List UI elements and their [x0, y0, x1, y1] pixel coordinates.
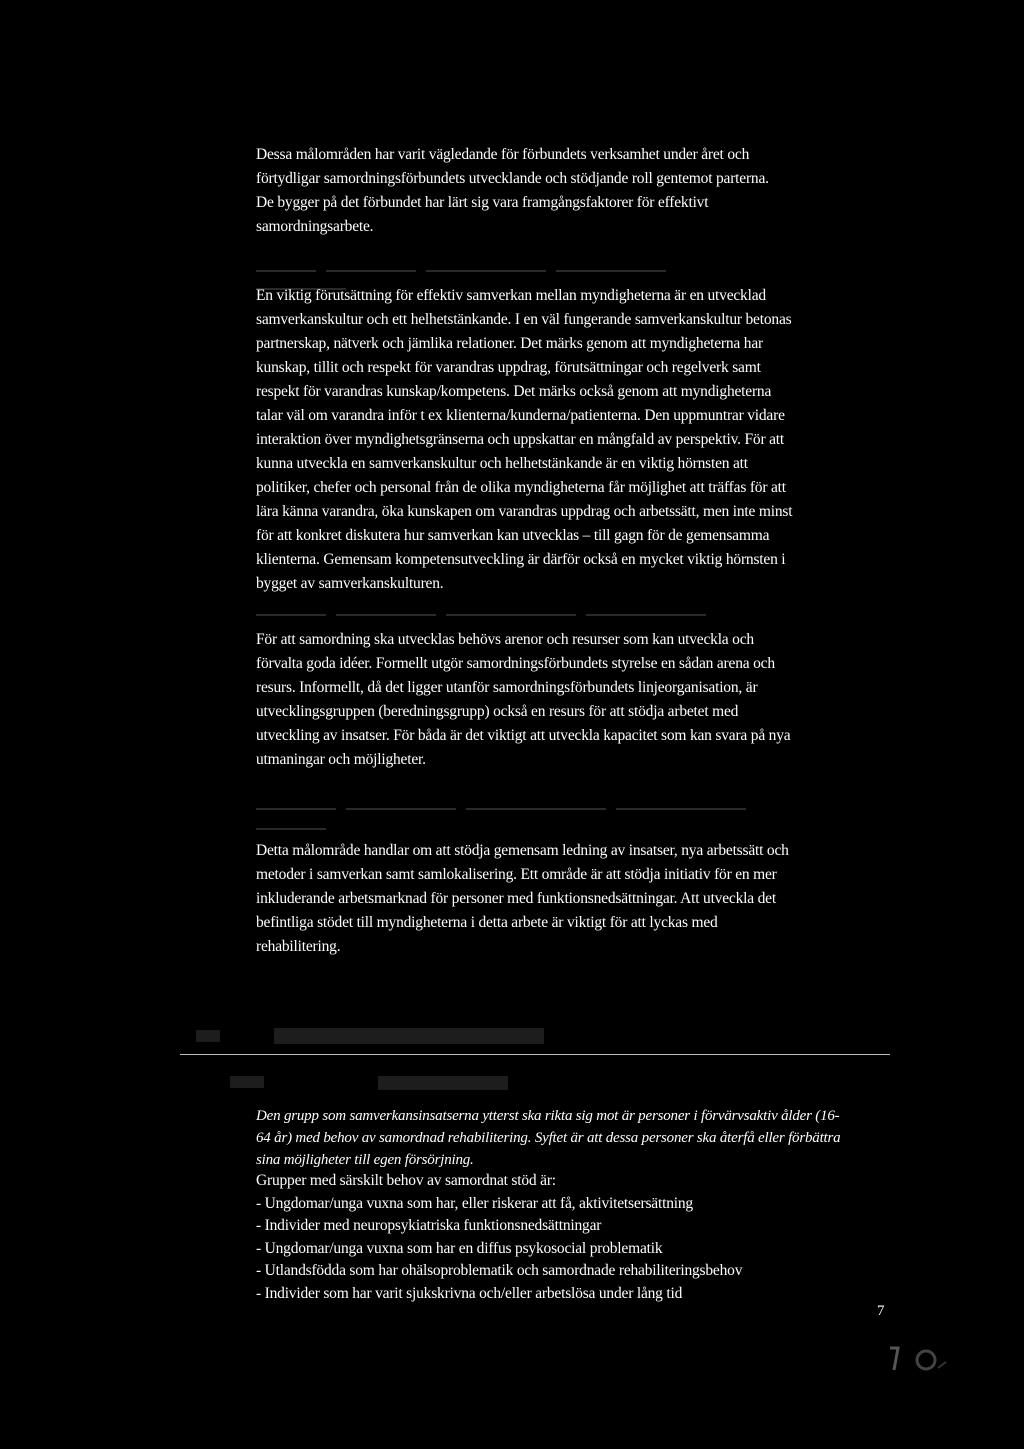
text-line: metoder i samverkan samt samlokalisering. Ett område är att stödja initiativ för en mer — [256, 866, 777, 883]
list-item: - Individer med neuropsykiatriska funktionsnedsättningar — [256, 1217, 602, 1234]
leadership-paragraph — [256, 839, 906, 959]
section-heading — [180, 1018, 890, 1055]
culture-paragraph — [256, 284, 906, 596]
text-line: resurs. Informellt, då det ligger utanför samordningsförbundets linjeorganisation, är — [256, 679, 758, 696]
text-line: förtydligar samordningsförbundets utvecklande och stödjande roll gentemot parterna. — [256, 170, 769, 187]
arenas-paragraph — [256, 628, 906, 772]
text-line: För att samordning ska utvecklas behövs arenor och resurser som kan utveckla och — [256, 631, 754, 648]
text-line: inkluderande arbetsmarknad för personer med funktionsnedsättningar. Att utveckla det — [256, 890, 776, 907]
text-line: för att konkret diskutera hur samverkan kan utvecklas – till gagn för de gemensamma — [256, 527, 770, 544]
text-line: En viktig förutsättning för effektiv samverkan mellan myndigheterna är en utvecklad — [256, 287, 766, 304]
faint-heading-culture — [256, 262, 756, 276]
text-line: lära känna varandra, öka kunskapen om varandras uppdrag och arbetssätt, men inte minst — [256, 503, 793, 520]
text-line: talar väl om varandra inför t ex klienterna/kunderna/patienterna. Den uppmuntrar vidare — [256, 407, 785, 424]
text-line: sina möjligheter till egen försörjning. — [256, 1152, 474, 1168]
text-line: kunna utveckla en samverkanskultur och helhetstänkande är en viktig hörnsten att — [256, 455, 748, 472]
list-item: - Individer som har varit sjukskrivna och/eller arbetslösa under lång tid — [256, 1284, 683, 1302]
text-line: klienterna. Gemensam kompetensutveckling är därför också en mycket viktig hörnsten i — [256, 551, 786, 568]
text-line: Den grupp som samverkansinsatserna ytterst ska rikta sig mot är personer i förvärvsaktiv ålder (16- — [256, 1108, 840, 1124]
intro-paragraph — [256, 143, 906, 239]
sub-heading-illegible — [230, 1068, 630, 1098]
faint-heading-arenas — [256, 606, 756, 620]
text-line: utvecklingsgruppen (beredningsgrupp) också en resurs för att stödja arbetet med — [256, 703, 739, 720]
target-group-paragraph — [256, 1105, 906, 1171]
section-heading-illegible — [180, 1018, 890, 1054]
text-line: kunskap, tillit och respekt för varandras uppdrag, förutsättningar och regelverk samt — [256, 359, 761, 376]
list-intro: Grupper med särskilt behov av samordnat stöd är: — [256, 1172, 556, 1189]
corner-mark — [884, 1340, 964, 1380]
text-line: rehabilitering. — [256, 938, 341, 955]
text-line: utmaningar och möjligheter. — [256, 751, 426, 768]
text-line: befintliga stödet till myndigheterna i detta arbete är viktigt för att lyckas med — [256, 914, 718, 931]
faint-heading-leadership-2 — [256, 820, 376, 834]
page-number: 7 — [877, 1303, 885, 1319]
text-line: interaktion över myndighetsgränserna och uppskattar en mångfald av perspektiv. För att — [256, 431, 785, 448]
list-item: - Utlandsfödda som har ohälsoproblematik och samordnade rehabiliteringsbehov — [256, 1262, 743, 1279]
text-line: bygget av samverkanskulturen. — [256, 575, 444, 592]
text-line: De bygger på det förbundet har lärt sig vara framgångsfaktorer för effektivt — [256, 194, 709, 211]
list-item: - Ungdomar/unga vuxna som har en diffus psykosocial problematik — [256, 1239, 663, 1257]
text-line: samverkanskultur och ett helhetstänkande. I en väl fungerande samverkanskultur betonas — [256, 311, 792, 328]
text-line: Dessa målområden har varit vägledande för förbundets verksamhet under året och — [256, 146, 750, 163]
text-line: partnerskap, nätverk och jämlika relationer. Det märks genom att myndigheterna har — [256, 335, 763, 352]
text-line: förvalta goda idéer. Formellt utgör samordningsförbundets styrelse en sådan arena och — [256, 655, 775, 672]
text-line: 64 år) med behov av samordnad rehabilitering. Syftet är att dessa personer ska återfå eller förbättra — [256, 1130, 841, 1146]
text-line: Detta målområde handlar om att stödja gemensam ledning av insatser, nya arbetssätt och — [256, 842, 789, 859]
groups-list — [256, 1170, 906, 1305]
text-line: respekt för varandras kunskap/kompetens. Det märks också genom att myndigheterna — [256, 383, 772, 400]
sub-heading — [230, 1068, 630, 1098]
text-line: politiker, chefer och personal från de olika myndigheterna får möjlighet att träffas för att — [256, 479, 786, 496]
list-item: - Ungdomar/unga vuxna som har, eller riskerar att få, aktivitetsersättning — [256, 1194, 693, 1212]
text-line: utveckling av insatser. För båda är det viktigt att utveckla kapacitet som kan svara på nya — [256, 727, 791, 744]
faint-heading-leadership — [256, 800, 856, 814]
text-line: samordningsarbete. — [256, 218, 374, 235]
